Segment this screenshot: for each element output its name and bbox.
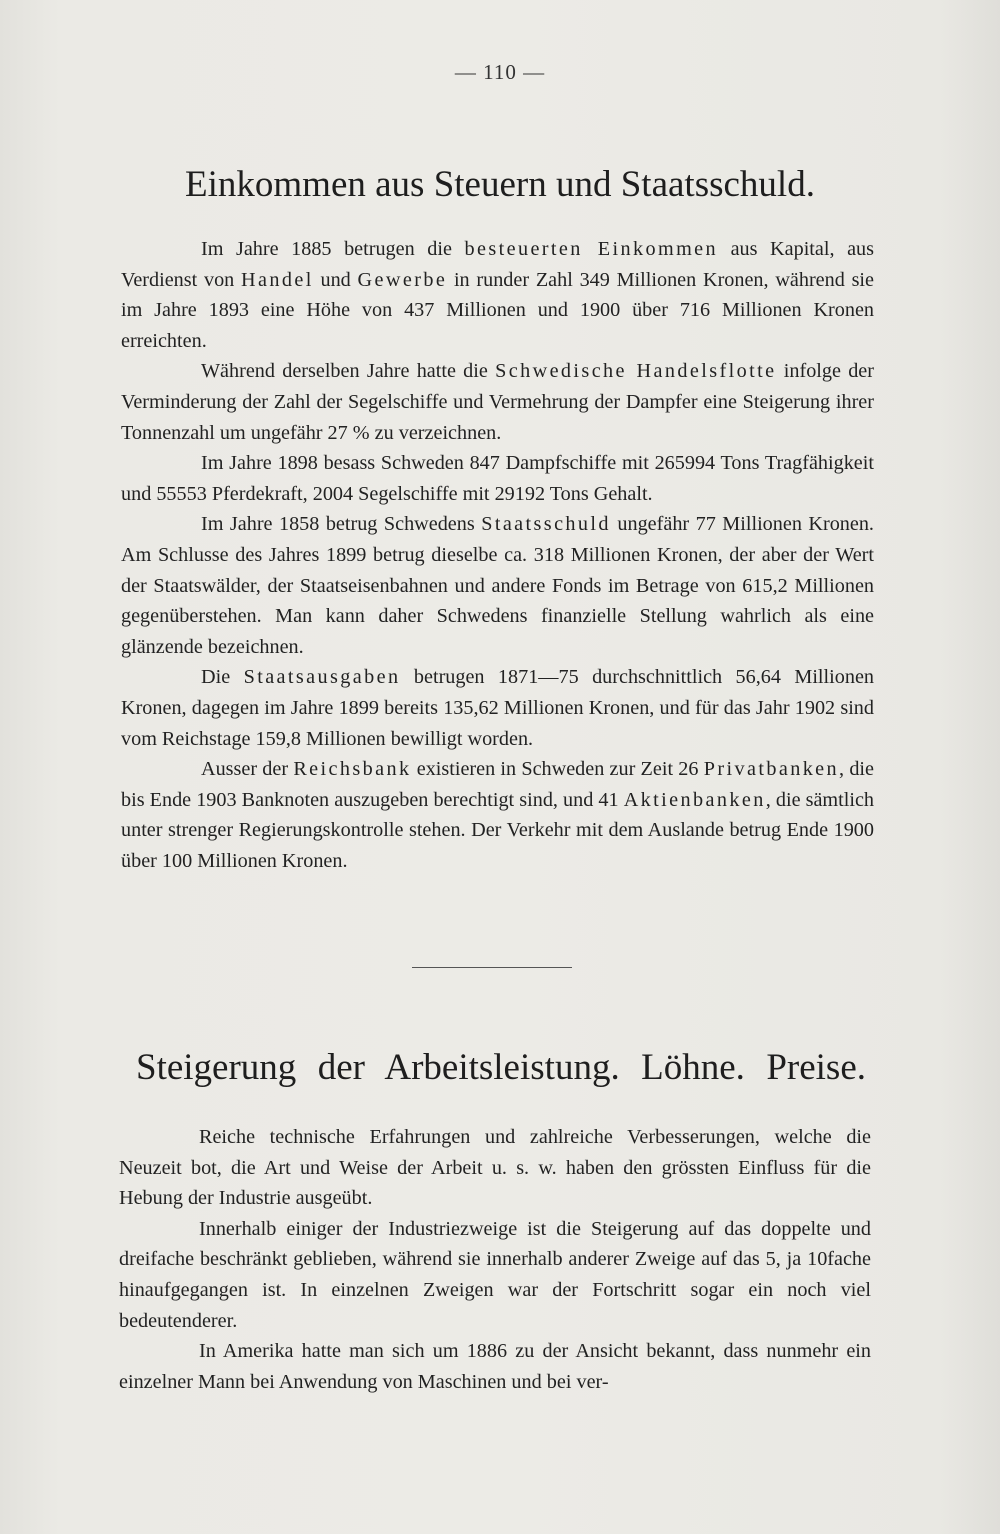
section-body-labor-wages-prices: [119, 1122, 871, 1397]
paragraph: Im Jahre 1858 betrug Schwedens Staatsschuld ungefähr 77 Millionen Kronen. Am Schlusse des Jahres 1899 betrug dieselbe ca. 318 Millionen Kronen, der aber der Wert der Staatswälder, der Staatseisenbahnen und andere Fonds im Betrage von 615,2 Millionen gegenüberstehen. Man kann daher Schwedens finanzielle Stellung wahrlich als eine glänzende bezeichnen.: [121, 513, 874, 658]
spaced-emphasis: Reichsbank: [293, 758, 412, 781]
page-number: — 110 —: [454, 60, 546, 84]
paragraph: In Amerika hatte man sich um 1886 zu der Ansicht bekannt, dass nunmehr ein einzelner Mann bei Anwendung von Maschinen und bei ver-: [119, 1340, 871, 1393]
paragraph: Innerhalb einiger der Industriezweige ist die Steigerung auf das doppelte und dreifache beschränkt geblieben, während sie innerhalb anderer Zweige auf das 5, ja 10fache hinaufgegangen ist. In einzelnen Zweigen war der Fortschritt sogar ein noch viel bedeutenderer.: [119, 1217, 871, 1332]
spaced-emphasis: Staatsschuld: [481, 513, 611, 536]
section-body-taxes-debt: [121, 234, 874, 876]
paragraph: Die Staatsausgaben betrugen 1871—75 durchschnittlich 56,64 Millionen Kronen, dagegen im Jahre 1899 bereits 135,62 Millionen Kronen, und für das Jahr 1902 sind vom Reichstage 159,8 Millionen bewilligt worden.: [121, 666, 874, 750]
section-divider: [412, 967, 572, 968]
spaced-emphasis: besteuerten Einkommen: [464, 238, 719, 260]
section-title-taxes-debt: Einkommen aus Steuern und Staatsschuld.: [185, 164, 815, 205]
paragraph: Reiche technische Erfahrungen und zahlreiche Verbesserungen, welche die Neuzeit bot, die Art und Weise der Arbeit u. s. w. haben den grössten Einfluss für die Hebung der Industrie ausgeübt.: [119, 1126, 871, 1210]
spaced-emphasis: Handel: [241, 268, 314, 291]
paragraph: Im Jahre 1885 betrugen die besteuerten Einkommen aus Kapital, aus Verdienst von Handel und Gewerbe in runder Zahl 349 Millionen Kronen, während sie im Jahre 1893 eine Höhe von 437 Millionen und 1900 über 716 Millionen Kronen erreichten.: [121, 238, 875, 352]
paragraph: Im Jahre 1898 besass Schweden 847 Dampfschiffe mit 265994 Tons Tragfähigkeit und 55553 Pferdekraft, 2004 Segelschiffe mit 29192 Tons Gehalt.: [121, 452, 874, 505]
spaced-emphasis: Staatsausgaben: [243, 666, 401, 689]
paragraph: Ausser der Reichsbank existieren in Schweden zur Zeit 26 Privatbanken, die bis Ende 1903 Banknoten auszugeben berechtigt sind, und 41 Aktienbanken, die sämtlich unter strenger Regierungskontrolle stehen. Der Verkehr mit dem Auslande betrug Ende 1900 über 100 Millionen Kronen.: [121, 758, 875, 872]
spaced-emphasis: Gewerbe: [357, 268, 448, 291]
spaced-emphasis: Aktienbanken: [623, 788, 766, 811]
paragraph: Während derselben Jahre hatte die Schwedische Handelsflotte infolge der Verminderung der Zahl der Segelschiffe und Vermehrung der Dampfer eine Steigerung ihrer Tonnenzahl um ungefähr 27 % zu verzeichnen.: [121, 360, 874, 444]
spaced-emphasis: Schwedische Handelsflotte: [495, 360, 777, 383]
spaced-emphasis: Privatbanken: [703, 758, 840, 781]
section-title-labor-wages-prices: Steigerung der Arbeitsleistung. Löhne. Preise.: [136, 1047, 866, 1088]
